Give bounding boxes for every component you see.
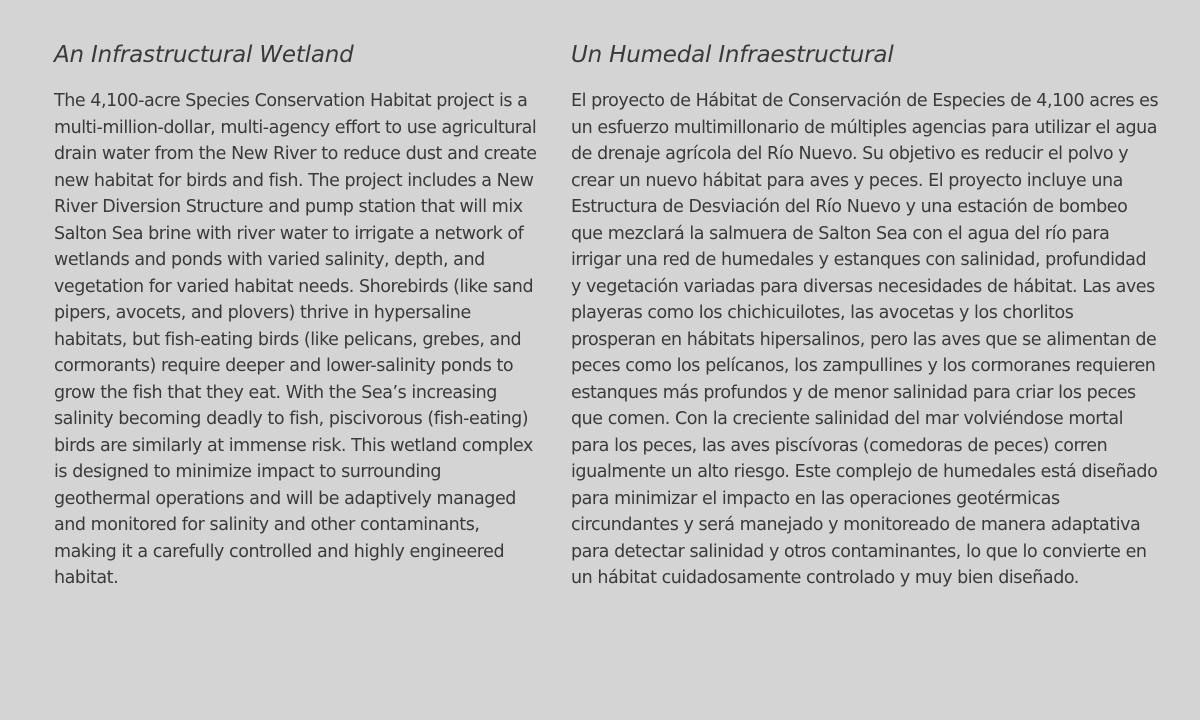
english-column [54, 42, 540, 592]
spanish-body: El proyecto de Hábitat de Conservación de Especies de 4,100 acres es un esfuerzo multimillonario de múltiples agencias para utilizar el agua de drenaje agrícola del Río Nuevo. Su objetivo es reducir el polvo y crear un nuevo hábitat para aves y peces. El proyecto incluye una Estructura de Desviación del Río Nuevo y una estación de bombeo que mezclará la salmuera de Salton Sea con el agua del río para irrigar una red de humedales y estanques con salinidad, profundidad y vegetación variadas para diversas necesidades de hábitat. Las aves playeras como los chichicuilotes, las avocetas y los chorlitos prosperan en hábitats hipersalinos, pero las aves que se alimentan de peces como los pelícanos, los zampullines y los cormoranes requieren estanques más profundos y de menor salinidad para criar los peces que comen. Con la creciente salinidad del mar volviéndose mortal para los peces, las aves piscívoras (comedoras de peces) corren igualmente un alto riesgo. Este complejo de humedales está diseñado para minimizar el impacto en las operaciones geotérmicas circundantes y será manejado y monitoreado de manera adaptativa para detectar salinidad y otros contaminantes, lo que lo convierte en un hábitat cuidadosamente controlado y muy bien diseñado. [571, 91, 1159, 588]
english-body: The 4,100-acre Species Conservation Habitat project is a multi-million-dollar, multi-agency effort to use agricultural drain water from the New River to reduce dust and create new habitat for birds and fish. The project includes a New River Diversion Structure and pump station that will mix Salton Sea brine with river water to irrigate a network of wetlands and ponds with varied salinity, depth, and vegetation for varied habitat needs. Shorebirds (like sand pipers, avocets, and plovers) thrive in hypersaline habitats, but fish-eating birds (like pelicans, grebes, and cormorants) require deeper and lower-salinity ponds to grow the fish that they eat. With the Sea’s increasing salinity becoming deadly to fish, piscivorous (fish-eating) birds are similarly at immense risk. This wetland complex is designed to minimize impact to surrounding geothermal operations and will be adaptively managed and monitored for salinity and other contaminants, making it a carefully controlled and highly engineered habitat. [54, 91, 537, 588]
english-heading: An Infrastructural Wetland [54, 42, 354, 68]
spanish-column [571, 42, 1161, 592]
spanish-heading: Un Humedal Infraestructural [571, 42, 894, 68]
